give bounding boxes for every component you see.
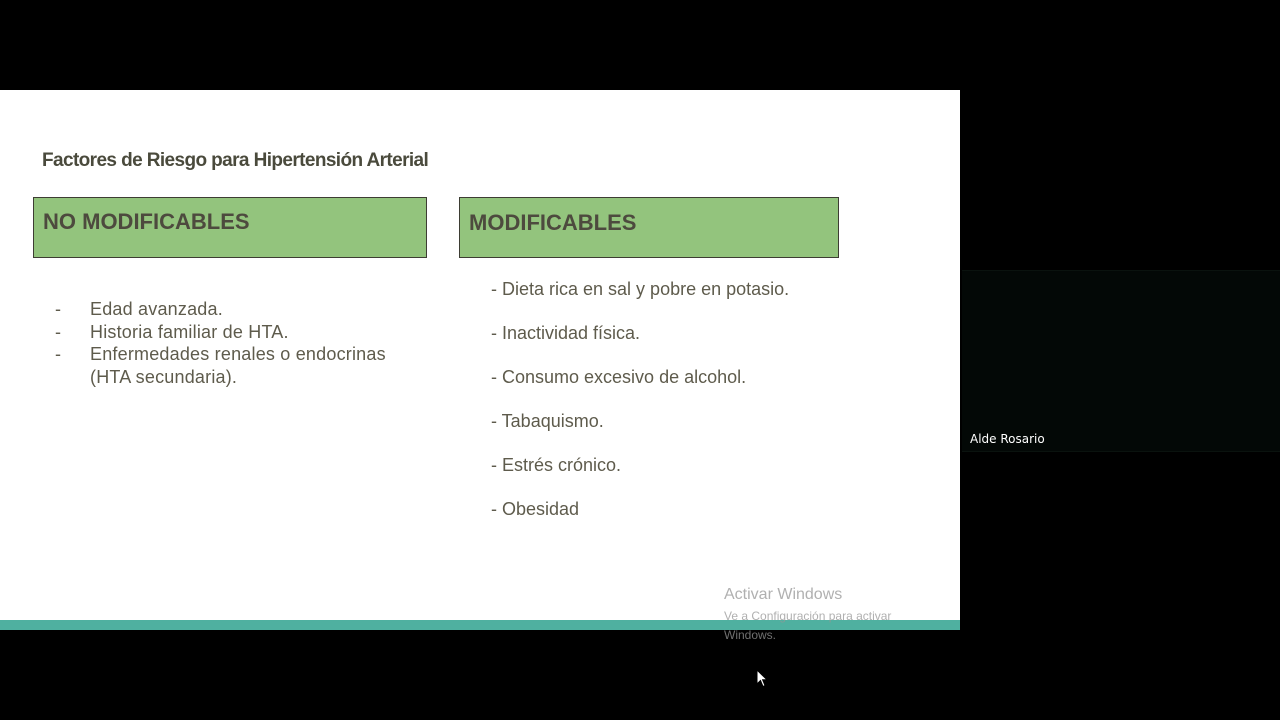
list-item <box>55 321 415 344</box>
modifiable-list <box>491 278 851 542</box>
participant-name: Alde Rosario <box>970 432 1045 446</box>
list-item-text: Edad avanzada. <box>90 299 223 319</box>
participant-video-tile[interactable] <box>962 270 1280 452</box>
list-item: - Inactividad física. <box>491 323 641 343</box>
list-dash: - <box>55 344 62 364</box>
list-dash: - <box>55 321 62 342</box>
non-modifiable-header: NO MODIFICABLES <box>33 197 427 258</box>
list-item <box>55 298 415 321</box>
list-item-text: Enfermedades renales o endocrinas (HTA secundaria). <box>90 344 386 387</box>
watermark-subtitle: Ve a Configuración para activar Windows. <box>724 609 892 642</box>
modifiable-header: MODIFICABLES <box>459 197 839 258</box>
non-modifiable-list <box>55 298 415 388</box>
list-item: - Estrés crónico. <box>491 455 622 475</box>
list-dash: - <box>55 299 62 319</box>
list-item: - Tabaquismo. <box>491 411 604 431</box>
list-item: - Dieta rica en sal y pobre en potasio. <box>491 279 790 299</box>
activation-watermark <box>724 585 934 645</box>
mouse-pointer-icon <box>756 669 768 688</box>
list-item: - Consumo excesivo de alcohol. <box>491 367 747 387</box>
list-item-text: Historia familiar de HTA. <box>90 321 289 342</box>
list-item <box>55 343 415 388</box>
list-item: - Obesidad <box>491 499 580 519</box>
slide-title: Factores de Riesgo para Hipertensión Arterial <box>42 150 429 171</box>
watermark-title: Activar Windows <box>724 586 843 603</box>
